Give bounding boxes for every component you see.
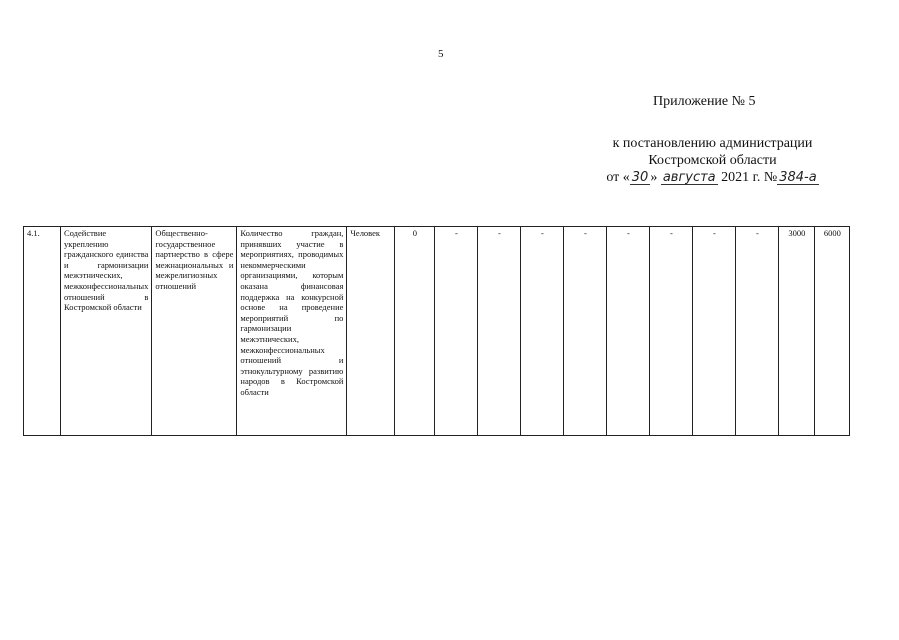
handwritten-number: 384-а (779, 170, 817, 185)
indicators-table (23, 226, 850, 436)
cell-value-5: - (564, 227, 607, 436)
cell-value-10: 3000 (779, 227, 815, 436)
cell-value-2: - (435, 227, 478, 436)
cell-indicator: Количество граждан, принявших участие в мероприятиях, проводимых некоммерческими организациями, которым оказана финансовая поддержка на конкурсной основе на проведение мероприятий по гармонизации межэтнических, межконфессиональных отношений и этнокультурному развитию народов в Костромской области (237, 227, 347, 436)
cell-value-9: - (736, 227, 779, 436)
page-number: 5 (438, 48, 444, 60)
appendix-title: Приложение № 5 (653, 94, 756, 109)
table-row (24, 227, 850, 436)
cell-value-1: 0 (395, 227, 435, 436)
date-mid: » (650, 170, 661, 185)
cell-value-7: - (650, 227, 693, 436)
cell-value-4: - (521, 227, 564, 436)
cell-task: Содействие укреплению гражданского единства и гармонизации межэтнических, межконфессиональных отношений в Костромской области (61, 227, 152, 436)
handwritten-day: 30 (631, 170, 649, 185)
cell-value-11: 6000 (815, 227, 850, 436)
date-prefix: от « (606, 170, 630, 185)
cell-value-3: - (478, 227, 521, 436)
date-year: 2021 г. № (717, 170, 778, 185)
cell-activity: Общественно-государственное партнерство в сфере межнациональных и межрелигиозных отношений (152, 227, 237, 436)
appendix-date-line (590, 169, 835, 186)
cell-number: 4.1. (24, 227, 61, 436)
appendix-line-1: к постановлению администрации (612, 136, 813, 151)
appendix-line-2: Костромской области (648, 153, 777, 168)
cell-value-6: - (607, 227, 650, 436)
cell-value-8: - (693, 227, 736, 436)
cell-unit: Человек (347, 227, 395, 436)
handwritten-month: августа (662, 170, 716, 185)
appendix-block (590, 135, 835, 186)
